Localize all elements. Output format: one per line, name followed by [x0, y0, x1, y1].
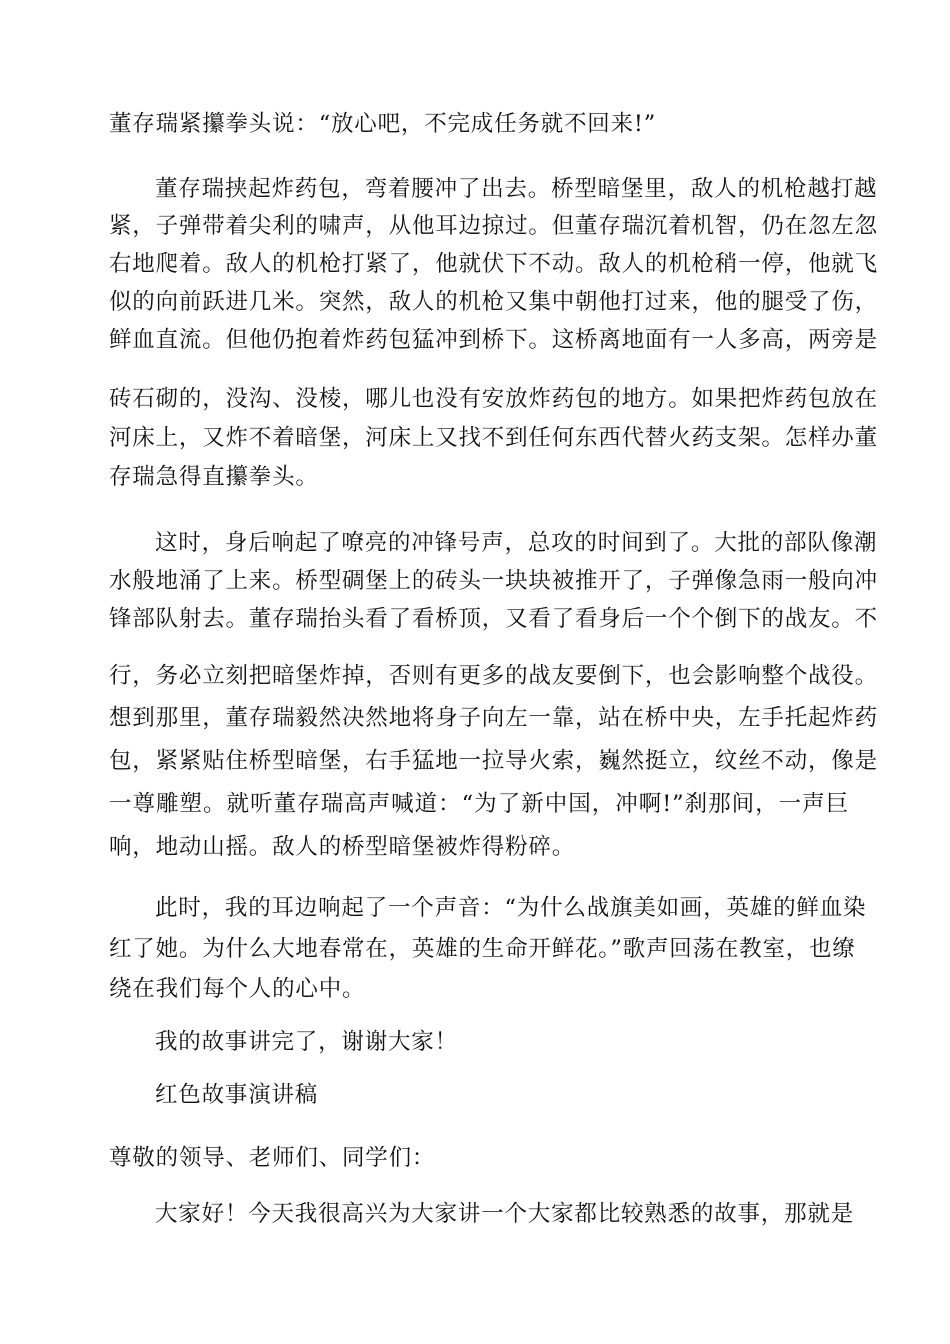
paragraph-line: 行，务必立刻把暗堡炸掉，否则有更多的战友要倒下，也会影响整个战役。 — [109, 663, 878, 689]
paragraph-line: 大家好！今天我很高兴为大家讲一个大家都比较熟悉的故事，那就是 — [155, 1201, 855, 1227]
paragraph-line: 董存瑞挟起炸药包，弯着腰冲了出去。桥型暗堡里，敌人的机枪越打越 — [155, 176, 878, 202]
paragraph-line: 包，紧紧贴住桥型暗堡，右手猛地一拉导火索，巍然挺立，纹丝不动，像是 — [109, 748, 878, 774]
paragraph-line: 紧，子弹带着尖利的啸声，从他耳边掠过。但董存瑞沉着机智，仍在忽左忽 — [109, 213, 878, 239]
paragraph-line: 董存瑞紧攥拳头说：“放心吧，不完成任务就不回来!” — [109, 111, 657, 137]
paragraph-line: 似的向前跃进几米。突然，敌人的机枪又集中朝他打过来，他的腿受了伤， — [109, 289, 878, 315]
paragraph-line: 锋部队射去。董存瑞抬头看了看桥顶，又看了看身后一个个倒下的战友。不 — [109, 606, 878, 632]
paragraph-line: 绕在我们每个人的心中。 — [109, 976, 366, 1002]
speech-title: 红色故事演讲稿 — [155, 1082, 319, 1108]
closing-line: 我的故事讲完了，谢谢大家！ — [155, 1029, 458, 1055]
paragraph-line: 右地爬着。敌人的机枪打紧了，他就伏下不动。敌人的机枪稍一停，他就飞 — [109, 251, 878, 277]
paragraph-line: 砖石砌的，没沟、没棱，哪儿也没有安放炸药包的地方。如果把炸药包放在 — [109, 386, 878, 412]
paragraph-line: 想到那里，董存瑞毅然决然地将身子向左一靠，站在桥中央，左手托起炸药 — [109, 705, 878, 731]
document-page — [109, 0, 878, 1344]
paragraph-line: 这时，身后响起了嘹亮的冲锋号声，总攻的时间到了。大批的部队像潮 — [155, 530, 878, 556]
paragraph-line: 水般地涌了上来。桥型碉堡上的砖头一块块被推开了，子弹像急雨一般向冲 — [109, 568, 878, 594]
paragraph-line: 红了她。为什么大地春常在，英雄的生命开鲜花。”歌声回荡在教室，也缭 — [109, 936, 856, 962]
paragraph-line: 存瑞急得直攥拳头。 — [109, 464, 319, 490]
paragraph-line: 一尊雕塑。就听董存瑞高声喊道：“为了新中国，冲啊!”刹那间，一声巨 — [109, 791, 849, 817]
paragraph-line: 响，地动山摇。敌人的桥型暗堡被炸得粉碎。 — [109, 834, 576, 860]
salutation: 尊敬的领导、老师们、同学们： — [109, 1145, 436, 1171]
paragraph-line: 河床上，又炸不着暗堡，河床上又找不到任何东西代替火药支架。怎样办董 — [109, 425, 878, 451]
paragraph-line: 此时，我的耳边响起了一个声音：“为什么战旗美如画，英雄的鲜血染 — [155, 895, 867, 921]
paragraph-line: 鲜血直流。但他仍抱着炸药包猛冲到桥下。这桥离地面有一人多高，两旁是 — [109, 327, 878, 353]
